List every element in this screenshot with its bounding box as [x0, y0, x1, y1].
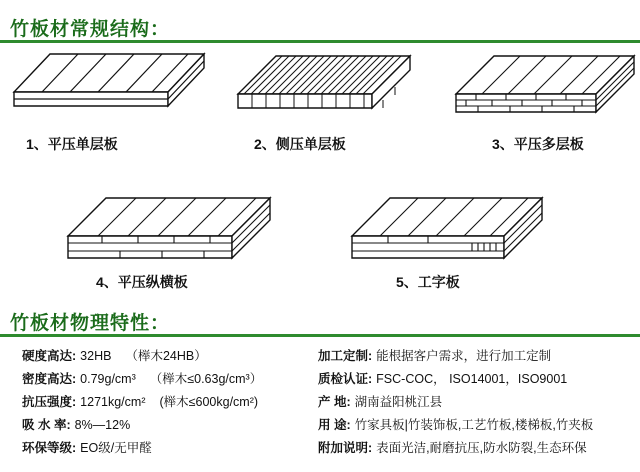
section-title-properties: 竹板材物理特性：	[10, 313, 171, 334]
spec-row	[318, 392, 634, 415]
spec-row	[318, 346, 634, 369]
section-title-structure: 竹板材常规结构：	[10, 19, 171, 40]
spec-row	[22, 346, 312, 369]
spec-label: 产 地:	[318, 395, 351, 409]
diagram-caption-4: 4、平压纵横板	[96, 274, 188, 290]
spec-label: 吸 水 率:	[22, 418, 71, 432]
spec-row	[22, 369, 312, 392]
spec-label: 密度高达:	[22, 372, 77, 386]
spec-label: 环保等级:	[22, 441, 77, 455]
diagram-flat-press-cross-layer	[62, 190, 274, 274]
spec-row	[22, 415, 312, 438]
spec-row	[22, 392, 312, 415]
diagram-caption-1: 1、平压单层板	[26, 136, 118, 152]
spec-value: EO级/无甲醛	[80, 441, 152, 455]
spec-extra: (榉木≤600kg/cm²)	[159, 395, 259, 409]
diagram-caption-5: 5、工字板	[396, 274, 460, 290]
spec-label: 硬度高达:	[22, 349, 77, 363]
diagram-caption-2: 2、侧压单层板	[254, 136, 346, 152]
spec-label: 附加说明:	[318, 441, 373, 455]
spec-label: 抗压强度:	[22, 395, 77, 409]
spec-extra: （榉木24HB）	[125, 349, 207, 363]
spec-value: 0.79g/cm³	[80, 372, 136, 386]
spec-row	[22, 438, 312, 461]
diagram-flat-press-single-layer	[8, 48, 208, 126]
spec-value: 能根据客户需求，进行加工定制	[376, 349, 552, 363]
spec-row	[318, 415, 634, 438]
spec-table	[0, 346, 640, 472]
diagram-side-press-single-layer	[232, 48, 414, 126]
spec-row	[318, 438, 634, 461]
spec-value: 1271kg/cm²	[80, 395, 146, 409]
spec-extra: （榉木≤0.63g/cm³）	[149, 372, 263, 386]
divider-properties	[0, 334, 640, 337]
diagram-caption-3: 3、平压多层板	[492, 136, 584, 152]
spec-label: 质检认证:	[318, 372, 373, 386]
divider-structure	[0, 40, 640, 43]
spec-column-right	[318, 346, 634, 461]
spec-value: 湖南益阳桃江县	[354, 395, 443, 409]
spec-label: 用 途:	[318, 418, 351, 432]
spec-value: 8%—12%	[74, 418, 131, 432]
diagram-flat-press-multi-layer	[448, 48, 638, 126]
spec-row	[318, 369, 634, 392]
spec-value: 竹家具板|竹装饰板,工艺竹板,楼梯板,竹夹板	[354, 418, 594, 432]
diagram-i-shaped-board	[348, 190, 546, 274]
spec-value: 表面光洁,耐磨抗压,防水防裂,生态环保	[376, 441, 587, 455]
spec-label: 加工定制:	[318, 349, 373, 363]
spec-value: 32HB	[80, 349, 112, 363]
spec-column-left	[22, 346, 312, 461]
spec-value: FSC-COC， ISO14001，ISO9001	[376, 372, 568, 386]
